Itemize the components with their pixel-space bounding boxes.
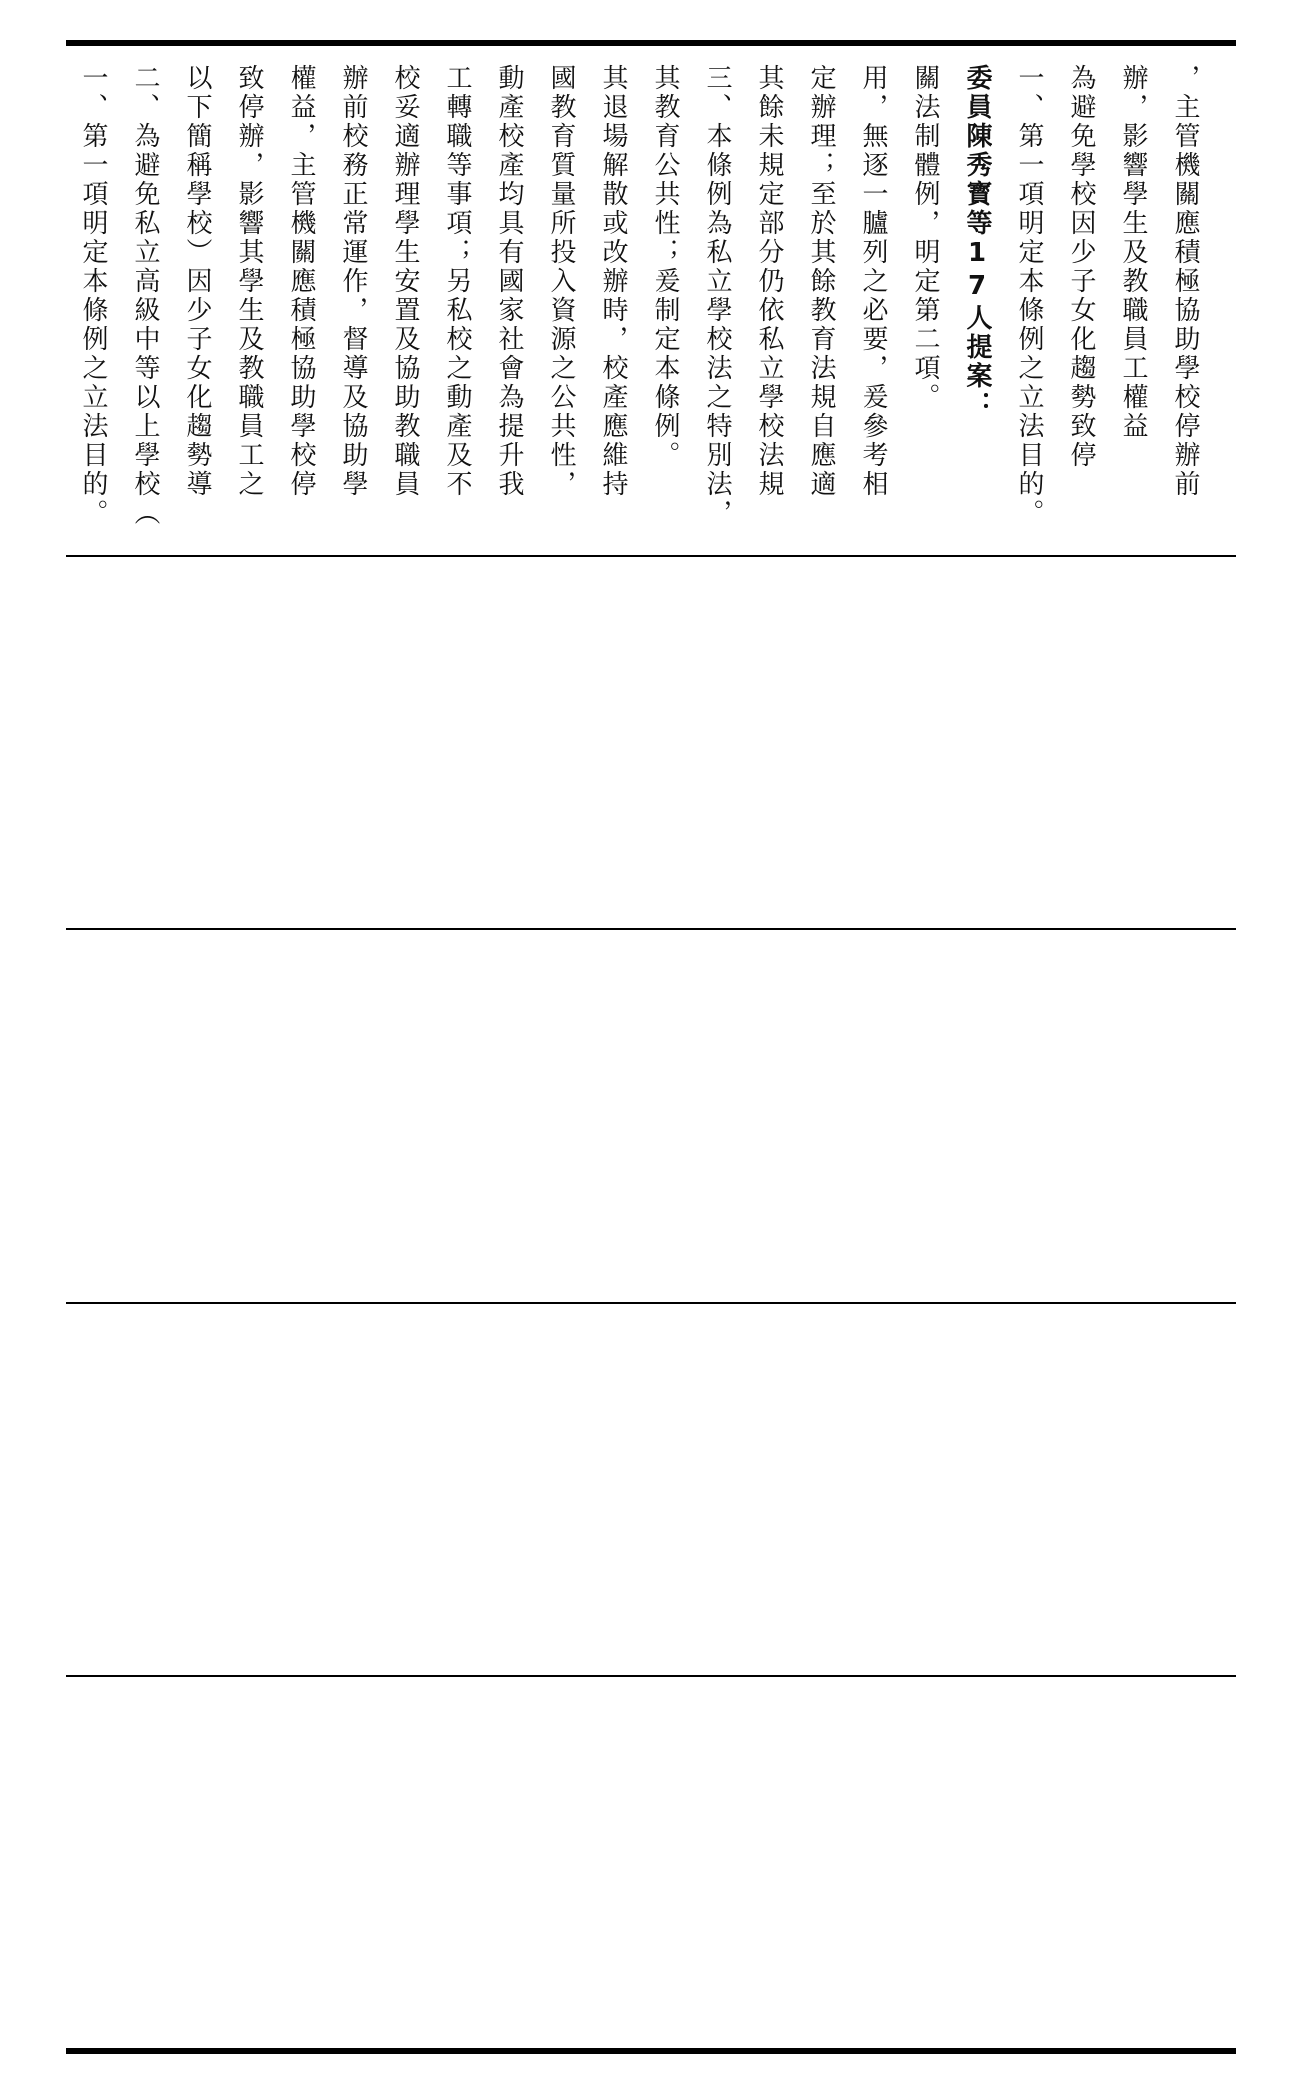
text-line: 為避免學校因少子女化趨勢致停: [1066, 64, 1096, 470]
text-line: 工轉職等事項；另私校之動產及不: [442, 64, 472, 499]
text-line: 致停辦，影響其學生及教職員工之: [234, 64, 264, 499]
text-line: 關法制體例，明定第二項。: [910, 64, 940, 412]
text-line: 動產校產均具有國家社會為提升我: [494, 64, 524, 499]
row-divider-2: [66, 928, 1236, 930]
text-line: 用，無逐一臚列之必要，爰參考相: [858, 64, 888, 499]
text-line: 一、第一項明定本條例之立法目的。: [78, 64, 108, 528]
row-divider-3: [66, 1302, 1236, 1304]
text-line: 定辦理；至於其餘教育法規自應適: [806, 64, 836, 499]
row-divider-4: [66, 1675, 1236, 1677]
top-rule: [66, 40, 1236, 46]
bottom-rule: [66, 2048, 1236, 2054]
vertical-text-block: [66, 52, 1236, 552]
text-line: 辦，影響學生及教職員工權益: [1118, 64, 1148, 441]
section-heading: 委員陳秀寳等17人提案：: [962, 64, 992, 420]
text-line: 以下簡稱學校）因少子女化趨勢導: [182, 64, 212, 499]
text-line: 權益，主管機關應積極協助學校停: [286, 64, 316, 499]
text-line: 國教育質量所投入資源之公共性，: [546, 64, 576, 499]
text-line: 一、第一項明定本條例之立法目的。: [1014, 64, 1044, 528]
text-line: ，主管機關應積極協助學校停辦前: [1170, 64, 1200, 499]
row-divider-1: [66, 555, 1236, 557]
text-line: 其教育公共性；爰制定本條例。: [650, 64, 680, 470]
text-line: 二、為避免私立高級中等以上學校（: [130, 64, 160, 528]
text-line: 其餘未規定部分仍依私立學校法規: [754, 64, 784, 499]
text-line: 其退場解散或改辦時，校產應維持: [598, 64, 628, 499]
text-line: 校妥適辦理學生安置及協助教職員: [390, 64, 420, 499]
text-line: 三、本條例為私立學校法之特別法，: [702, 64, 732, 528]
text-line: 辦前校務正常運作，督導及協助學: [338, 64, 368, 499]
